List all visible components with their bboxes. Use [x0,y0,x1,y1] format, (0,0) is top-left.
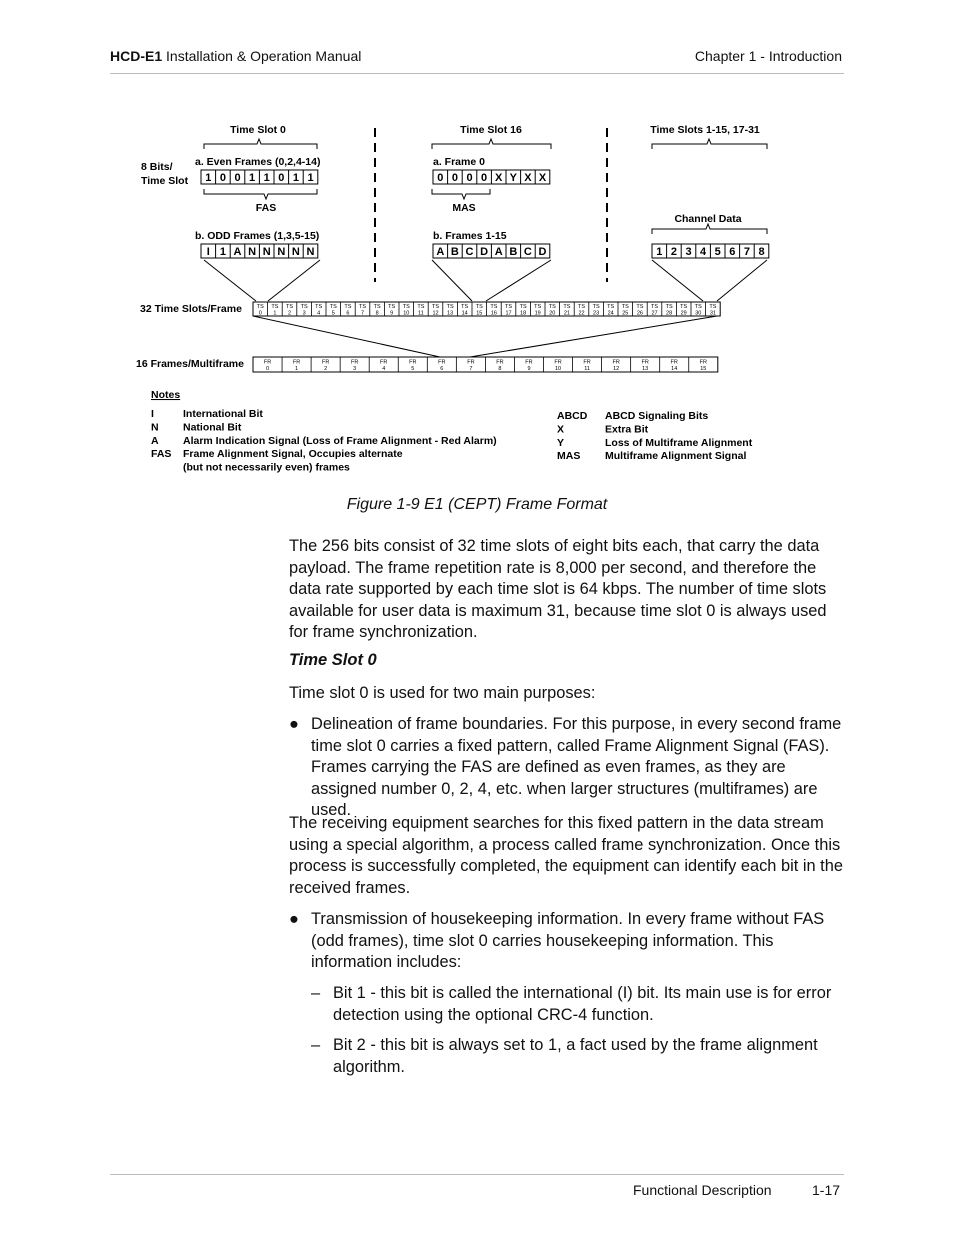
time-slot-cell [666,304,673,317]
slot-prefix: TS [694,304,702,310]
mas-label: MAS [452,202,476,214]
slot-number: 28 [666,310,673,317]
note-desc: Extra Bit [605,423,649,436]
frame-prefix: FR [321,359,330,366]
frames115-bits [433,244,550,258]
slot-prefix: TS [548,304,556,310]
channel-data-bits [652,244,769,258]
frame-number: 7 [469,366,473,372]
dash-text: Bit 1 - this bit is called the international (I) bit. Its main use is for error detection using the optional CRC-4 function. [333,984,832,1024]
bit-cell: A [233,246,242,258]
slot-prefix: TS [417,304,425,310]
frame-prefix: FR [351,359,359,366]
slot-prefix: TS [475,304,483,310]
frame-number: 4 [382,366,386,372]
slot-number: 30 [695,310,702,317]
footer-rule [110,1174,844,1175]
slot-prefix: TS [680,304,688,310]
paragraph-frame-bits: The 256 bits consist of 32 time slots of eight bits each, that carry the data payload. The frame repetition rate is 8,000 per second, and therefore the data rate supported by each time slot is 64 kbps. The number of time slots available for user data is maximum 31, because time slot 0 is always used for frame synchronization. [289,537,827,641]
note-entry [557,437,753,449]
time-slot-cell [607,304,614,317]
bullet-marker: ● [289,910,299,928]
frame-prefix: FR [641,359,649,366]
bullet-marker: ● [289,715,299,733]
bit-cell: N [277,246,286,258]
ts16-connector-left [432,260,472,301]
frame-number: 12 [613,366,620,372]
time-slot-cell [593,304,600,317]
e1-frame-format-figure [0,0,954,490]
time-slot-cell [534,304,541,317]
frame-prefix: FR [409,359,417,366]
slot-number: 10 [403,310,410,317]
bit-cell: 1 [307,172,314,184]
time-slot-cell [695,304,702,317]
channel-connector-right [717,260,767,301]
time-slot-cell [476,304,483,317]
bit-cell: Y [509,172,517,184]
note-entry [183,462,350,474]
slot-prefix: TS [461,304,469,310]
bit-cell: 0 [466,172,473,184]
bit-cell: N [262,246,271,258]
slot-number: 8 [375,310,379,317]
slot-prefix: TS [256,304,264,310]
bit-cell: 3 [685,246,692,258]
channel-data-label: Channel Data [674,213,742,225]
bit-cell: X [524,172,532,184]
slot-prefix: TS [402,304,410,310]
note-abbr: N [151,421,159,434]
slot-number: 17 [505,310,512,317]
note-desc: ABCD Signaling Bits [605,410,709,422]
section-heading-time-slot-0: Time Slot 0 [289,651,377,669]
time-slot-cell [651,304,658,317]
bit-cell: B [509,246,518,258]
bit-cell: 1 [205,172,212,184]
time-slot-cell [622,304,629,317]
slot-prefix: TS [519,304,527,310]
slot-prefix: TS [285,304,294,310]
bit-cell: N [248,246,257,258]
bit-cell: X [495,172,503,184]
time-slot-cell [520,304,527,317]
bit-cell: 0 [481,172,488,184]
slot-prefix: TS [373,304,381,310]
frame-cell [583,360,590,373]
dash-marker: – [311,1036,321,1054]
slot-number: 14 [461,310,468,317]
note-desc: Alarm Indication Signal (Loss of Frame Alignment - Red Alarm) [183,434,497,447]
bullet-item-housekeeping [289,909,845,974]
slot-number: 2 [287,310,292,317]
bit-cell: 0 [219,172,226,184]
bit-cell: I [206,246,210,258]
bit-cell: C [465,246,474,258]
ts0-connector-right [268,260,320,301]
frame-prefix: FR [467,359,475,366]
bit-cell: N [291,246,300,258]
frame-number: 14 [671,366,678,372]
frame-prefix: FR [263,359,272,366]
slot-prefix: TS [271,304,279,310]
bit-cell: 7 [743,246,750,258]
note-abbr: A [151,434,159,447]
slot-prefix: TS [650,304,659,310]
bit-cell: 1 [249,172,256,184]
frame-prefix: FR [525,359,533,366]
slot-number: 4 [317,310,321,317]
channel-connector-left [652,260,703,301]
note-abbr: ABCD [557,410,588,422]
notes-title: Notes [151,389,181,401]
slot-number: 26 [636,310,643,317]
bit-cell: 0 [278,172,285,184]
bit-cell: 6 [729,246,736,258]
frames115-label: b. Frames 1-15 [433,230,507,242]
slot-prefix: TS [607,304,615,310]
slot-number: 24 [607,310,614,317]
bit-cell: N [306,246,315,258]
note-abbr: I [151,408,154,420]
doc-title: Installation & Operation Manual [166,48,362,64]
bits-label-line2: Time Slot [141,175,189,187]
ts-rest-brace [652,139,767,149]
slot-number: 18 [520,310,527,317]
time-slot-cell [417,304,424,317]
time-slot-cell [709,304,716,317]
slot-number: 21 [563,310,570,317]
fas-brace [204,189,317,199]
slot-prefix: TS [577,304,586,310]
slot-number: 29 [680,310,687,317]
footer-page-number: 1-17 [812,1182,841,1198]
ts16-title: Time Slot 16 [460,124,522,136]
ts0-connector-left [204,260,256,301]
note-desc: Frame Alignment Signal, Occupies alternate [183,448,403,461]
frame-prefix: FR [612,359,620,366]
note-entry [151,421,242,433]
bit-cell: 4 [700,246,707,258]
bullet-text: Transmission of housekeeping information. In every frame without FAS (odd frames), time slot 0 carries housekeeping information. This information includes: [311,910,825,971]
bit-cell: D [480,246,489,258]
slot-prefix: TS [621,304,629,310]
dash-text: Bit 2 - this bit is always set to 1, a fact used by the frame alignment algorithm. [333,1036,818,1076]
ts16-connector-right [486,260,551,301]
note-entry [151,435,497,447]
time-slot-cell [549,304,556,317]
frame-number: 15 [700,366,707,372]
ts0-title: Time Slot 0 [230,124,286,136]
slot-number: 31 [709,310,716,317]
slot-number: 1 [273,310,277,317]
note-abbr: MAS [557,450,581,463]
time-slot-cell [505,304,512,317]
frame-number: 10 [554,366,562,372]
frame0-bits [433,170,550,184]
frame-cell [554,360,561,373]
bit-cell: D [538,246,547,258]
slot-prefix: TS [431,304,440,310]
bullet-item-delineation [289,714,845,822]
note-abbr: X [557,423,565,436]
frame-prefix: FR [583,359,591,366]
frame0-label: a. Frame 0 [433,156,485,168]
note-desc: (but not necessarily even) frames [183,461,350,474]
note-entry [557,450,746,462]
note-entry [151,448,403,460]
frame-number: 11 [584,366,590,372]
frame-prefix: FR [496,359,504,366]
note-desc: National Bit [183,421,242,434]
time-slot-cell [403,304,410,317]
note-abbr: FAS [151,448,172,461]
slot-prefix: TS [300,304,308,310]
frame-number: 2 [324,366,328,372]
slot-prefix: TS [665,304,673,310]
time-slot-cell [680,304,687,317]
doc-code: HCD-E1 [110,48,163,64]
bit-cell: 1 [219,246,226,258]
slot-prefix: TS [636,304,644,310]
frame-number: 8 [498,366,502,372]
slots-row-label: 32 Time Slots/Frame [140,303,242,315]
slot-number: 22 [578,310,585,317]
time-slot-cell [432,304,439,317]
slot-number: 9 [390,310,394,317]
ts16-brace [432,139,551,149]
slot-number: 19 [534,310,541,317]
bit-cell: 0 [437,172,444,184]
footer-section: Functional Description [633,1182,772,1198]
paragraph-two-purposes: Time slot 0 is used for two main purposes: [289,684,596,702]
bit-cell: 1 [656,246,663,258]
note-entry [557,410,708,422]
paragraph-receiving-equipment: The receiving equipment searches for this fixed pattern in the data stream using a special algorithm, a process called frame synchronization. Once this process is successfully completed, the equipment can identify each bit in the received frames. [289,814,843,897]
bit-cell: 0 [234,172,241,184]
frames-row-label: 16 Frames/Multiframe [136,358,244,370]
time-slot-cell [490,304,497,317]
bit-cell: 2 [670,246,677,258]
figure-caption: Figure 1-9 E1 (CEPT) Frame Format [346,496,608,513]
frame-number: 1 [295,366,299,372]
slot-number: 0 [258,310,262,317]
time-slot-cell [447,304,454,317]
time-slot-cell [461,304,468,317]
frame-number: 9 [527,366,531,372]
slot-prefix: TS [344,304,352,310]
frame-prefix: FR [554,359,562,366]
bits-label-line1: 8 Bits/ [141,161,173,173]
dash-marker: – [311,984,321,1002]
frame-number: 0 [265,366,270,372]
ts-rest-title: Time Slots 1-15, 17-31 [650,124,760,136]
dash-item-bit2 [311,1035,845,1078]
frame-connector-right [470,316,717,357]
slot-prefix: TS [563,304,571,310]
slot-number: 15 [476,310,483,317]
slot-number: 3 [302,310,306,317]
bit-cell: 1 [263,172,270,184]
slot-prefix: TS [388,304,396,310]
frame-number: 6 [440,366,444,372]
bit-cell: A [494,246,503,258]
slot-number: 25 [622,310,629,317]
slot-number: 20 [549,310,556,317]
slot-prefix: TS [315,304,323,310]
ts0-brace [204,139,317,149]
even-frame-bits [201,170,318,184]
note-desc: Loss of Multiframe Alignment [605,436,753,449]
mas-brace [432,189,490,199]
slot-number: 16 [490,310,497,317]
odd-frame-bits [201,244,318,258]
odd-frames-label: b. ODD Frames (1,3,5-15) [195,230,320,242]
bit-cell: 0 [451,172,458,184]
dash-item-bit1 [311,983,845,1026]
frame-prefix: FR [438,359,446,366]
slot-prefix: TS [446,304,454,310]
bit-cell: 8 [758,246,765,258]
running-header-chapter: Chapter 1 - Introduction [694,48,842,64]
channel-data-brace [652,224,767,234]
bit-cell: 5 [714,246,721,258]
bit-cell: 1 [292,172,299,184]
bit-cell: A [436,246,445,258]
frame-number: 13 [642,366,649,372]
frame-cell [671,360,678,373]
frame-number: 5 [411,366,415,372]
even-frames-label: a. Even Frames (0,2,4-14) [195,156,321,168]
bit-cell: B [450,246,459,258]
note-abbr: Y [557,436,565,449]
frame-cell [700,360,707,373]
frame-connector-left [253,316,440,357]
frame-prefix: FR [292,359,301,366]
time-slot-cell [563,304,570,317]
slot-number: 12 [432,310,439,317]
slot-number: 11 [418,310,424,317]
note-desc: International Bit [183,408,263,420]
slot-number: 7 [360,310,365,317]
bit-cell: C [523,246,532,258]
frame-cell [642,360,649,373]
frame-number: 3 [353,366,357,372]
slot-prefix: TS [709,304,717,310]
slot-prefix: TS [504,304,513,310]
fas-label: FAS [255,202,277,214]
slot-prefix: TS [592,304,600,310]
note-entry [151,408,263,420]
bit-cell: X [538,172,547,184]
time-slot-cell [578,304,585,317]
frame-prefix: FR [380,359,388,366]
slot-prefix: TS [534,304,542,310]
slot-prefix: TS [490,304,498,310]
slot-number: 27 [651,310,658,317]
frame-prefix: FR [670,359,678,366]
slot-number: 5 [331,310,335,317]
slot-prefix: TS [358,304,367,310]
note-desc: Multiframe Alignment Signal [605,450,747,463]
time-slot-cell [636,304,643,317]
slot-prefix: TS [329,304,337,310]
slot-number: 13 [447,310,454,317]
slot-number: 6 [346,310,350,317]
note-entry [557,423,649,435]
bullet-text: Delineation of frame boundaries. For this purpose, in every second frame time slot 0 carries a fixed pattern, called Frame Alignment Signal (FAS). Frames carrying the FAS are defined as even frames, as they are assigned number 0, 2, 4, etc. when larger structures (multiframes) are used. [311,715,842,819]
frame-cell [612,360,619,373]
slot-number: 23 [593,310,600,317]
frame-prefix: FR [699,359,707,366]
